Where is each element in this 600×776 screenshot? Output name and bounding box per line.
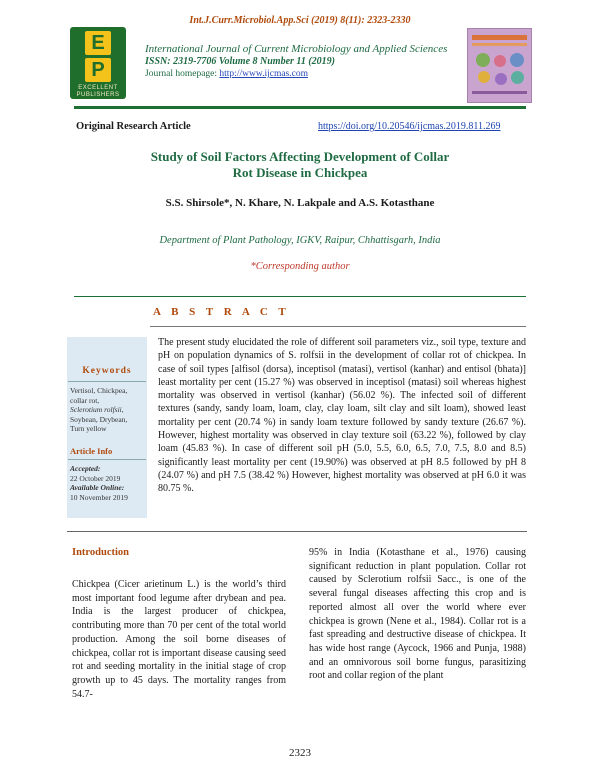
body-column-right: 95% in India (Kotasthane et al., 1976) causing significant reduction in plant population. Collar rot caused by Sclerotium rolfsii Sacc., is one of the several fungal diseases affecting this crop and is reported almost all over the world where ever chickpea is grown (Nene et al., 1984). Collar rot is a fast spreading and destructive disease of chickpea. It has wide host range (Aycock, 1966 and Punja, 1988) and an omnivorous soil borne fungus, parasitizing root and collar region of the plant	[309, 547, 526, 682]
article-title	[100, 149, 500, 181]
publisher-logo	[70, 27, 126, 99]
cover-title-band	[472, 35, 527, 40]
logo-letter-p: P	[85, 58, 111, 82]
cover-footer-band	[472, 91, 527, 94]
cover-photo-5	[495, 73, 507, 85]
running-head: Int.J.Curr.Microbiol.App.Sci (2019) 8(11): 2323-2330	[189, 15, 411, 26]
author-list: S.S. Shirsole*, N. Khare, N. Lakpale and A.S. Kotasthane	[165, 197, 435, 209]
article-info-heading: Article Info	[70, 446, 113, 456]
keyword-item: collar rot,	[70, 395, 100, 405]
title-line-2: Rot Disease in Chickpea	[232, 165, 368, 180]
cover-photo-4	[478, 71, 490, 83]
abstract-heading-rule	[150, 326, 526, 327]
abstract-heading: A B S T R A C T	[153, 306, 290, 318]
cover-photo-1	[476, 53, 490, 67]
accepted-label: Accepted:	[70, 464, 101, 473]
article-type: Original Research Article	[76, 121, 191, 132]
online-date: 10 November 2019	[70, 492, 128, 502]
title-line-1: Study of Soil Factors Affecting Development of Collar	[150, 149, 450, 164]
corresponding-author-note: *Corresponding author	[250, 261, 350, 272]
introduction-heading: Introduction	[72, 547, 129, 558]
logo-text-line2: PUBLISHERS	[76, 92, 120, 98]
homepage-label: Journal homepage:	[145, 69, 220, 79]
cover-photo-2	[494, 55, 506, 67]
article-info-dates	[70, 464, 146, 502]
journal-issn: ISSN: 2319-7706 Volume 8 Number 11 (2019)	[145, 56, 336, 67]
journal-homepage	[145, 69, 308, 79]
affiliation: Department of Plant Pathology, IGKV, Raipur, Chhattisgarh, India	[159, 235, 441, 246]
journal-name: International Journal of Current Microbiology and Applied Sciences	[145, 43, 448, 55]
section-divider	[74, 296, 526, 297]
keywords-list	[70, 386, 146, 434]
article-info-rule	[68, 459, 146, 460]
header-divider	[74, 106, 526, 109]
abstract-text: The present study elucidated the role of different soil parameters viz., soil type, texture and pH on population dynamics of S. rolfsii in the development of collar rot of chickpea. In case of soil types [alfisol (dorsa), inceptisol (matasi), vertisol (kanhar) and entisol (bhata)] least mortality per cent (15.27 %) was observed in inceptisol (matasi) soil whereas highest mortality was observed in vertisol (kanhar) (56.02 %). The infected soil of different textures (sandy, sandy loam, loam, clay, clay loam, silt clay and silt loam), showed least mortality per cent (20.74 %) in sandy loam texture followed by sandy texture (26.67 %). However, highest mortality was observed in clay texture soil (63.22 %), followed by clay loam (45.83 %). In case of different soil pH (5.0, 5.5, 6.0, 6.5, 7.0, 7.5, 8.0 and 8.5) significantly least mortality per cent (19.90%) was observed at pH 8.5 followed by pH 8 (24.07 %) and pH 7.5 (38.42 %) However, highest mortality was observed at pH 6.0 it was 80.75 %.	[158, 337, 526, 495]
cover-photo-6	[511, 71, 524, 84]
keyword-item: Turn yellow	[70, 424, 107, 433]
online-label: Available Online:	[70, 483, 125, 492]
homepage-link[interactable]: http://www.ijcmas.com	[219, 69, 308, 79]
keyword-item: Soybean, Drybean,	[70, 414, 128, 424]
keyword-item: Sclerotium rolfsii,	[70, 405, 124, 414]
keywords-rule	[68, 381, 146, 382]
doi-link[interactable]: https://doi.org/10.20546/ijcmas.2019.811.269	[318, 121, 501, 132]
body-column-left: Chickpea (Cicer arietinum L.) is the world’s third most important food legume after drybean and pea. India is the largest producer of chickpea, contributing more than 70 per cent of the total world production. Among the soil borne diseases of chickpea, collar rot is important disease causing seed rot and seeding mortality in the initial stage of crop growth up to 45 days. The mortality ranges from 54.7-	[72, 579, 286, 700]
keyword-item: Vertisol, Chickpea,	[70, 386, 128, 395]
accepted-date: 22 October 2019	[70, 473, 121, 483]
cover-subtitle-band	[472, 43, 527, 46]
logo-letter-e: E	[85, 31, 111, 55]
page-number: 2323	[289, 747, 311, 759]
abstract-bottom-rule	[67, 531, 527, 532]
cover-photo-3	[510, 53, 524, 67]
keywords-heading: Keywords	[82, 366, 132, 376]
logo-text-line1: EXCELLENT	[78, 85, 118, 91]
journal-cover-image	[467, 28, 532, 103]
